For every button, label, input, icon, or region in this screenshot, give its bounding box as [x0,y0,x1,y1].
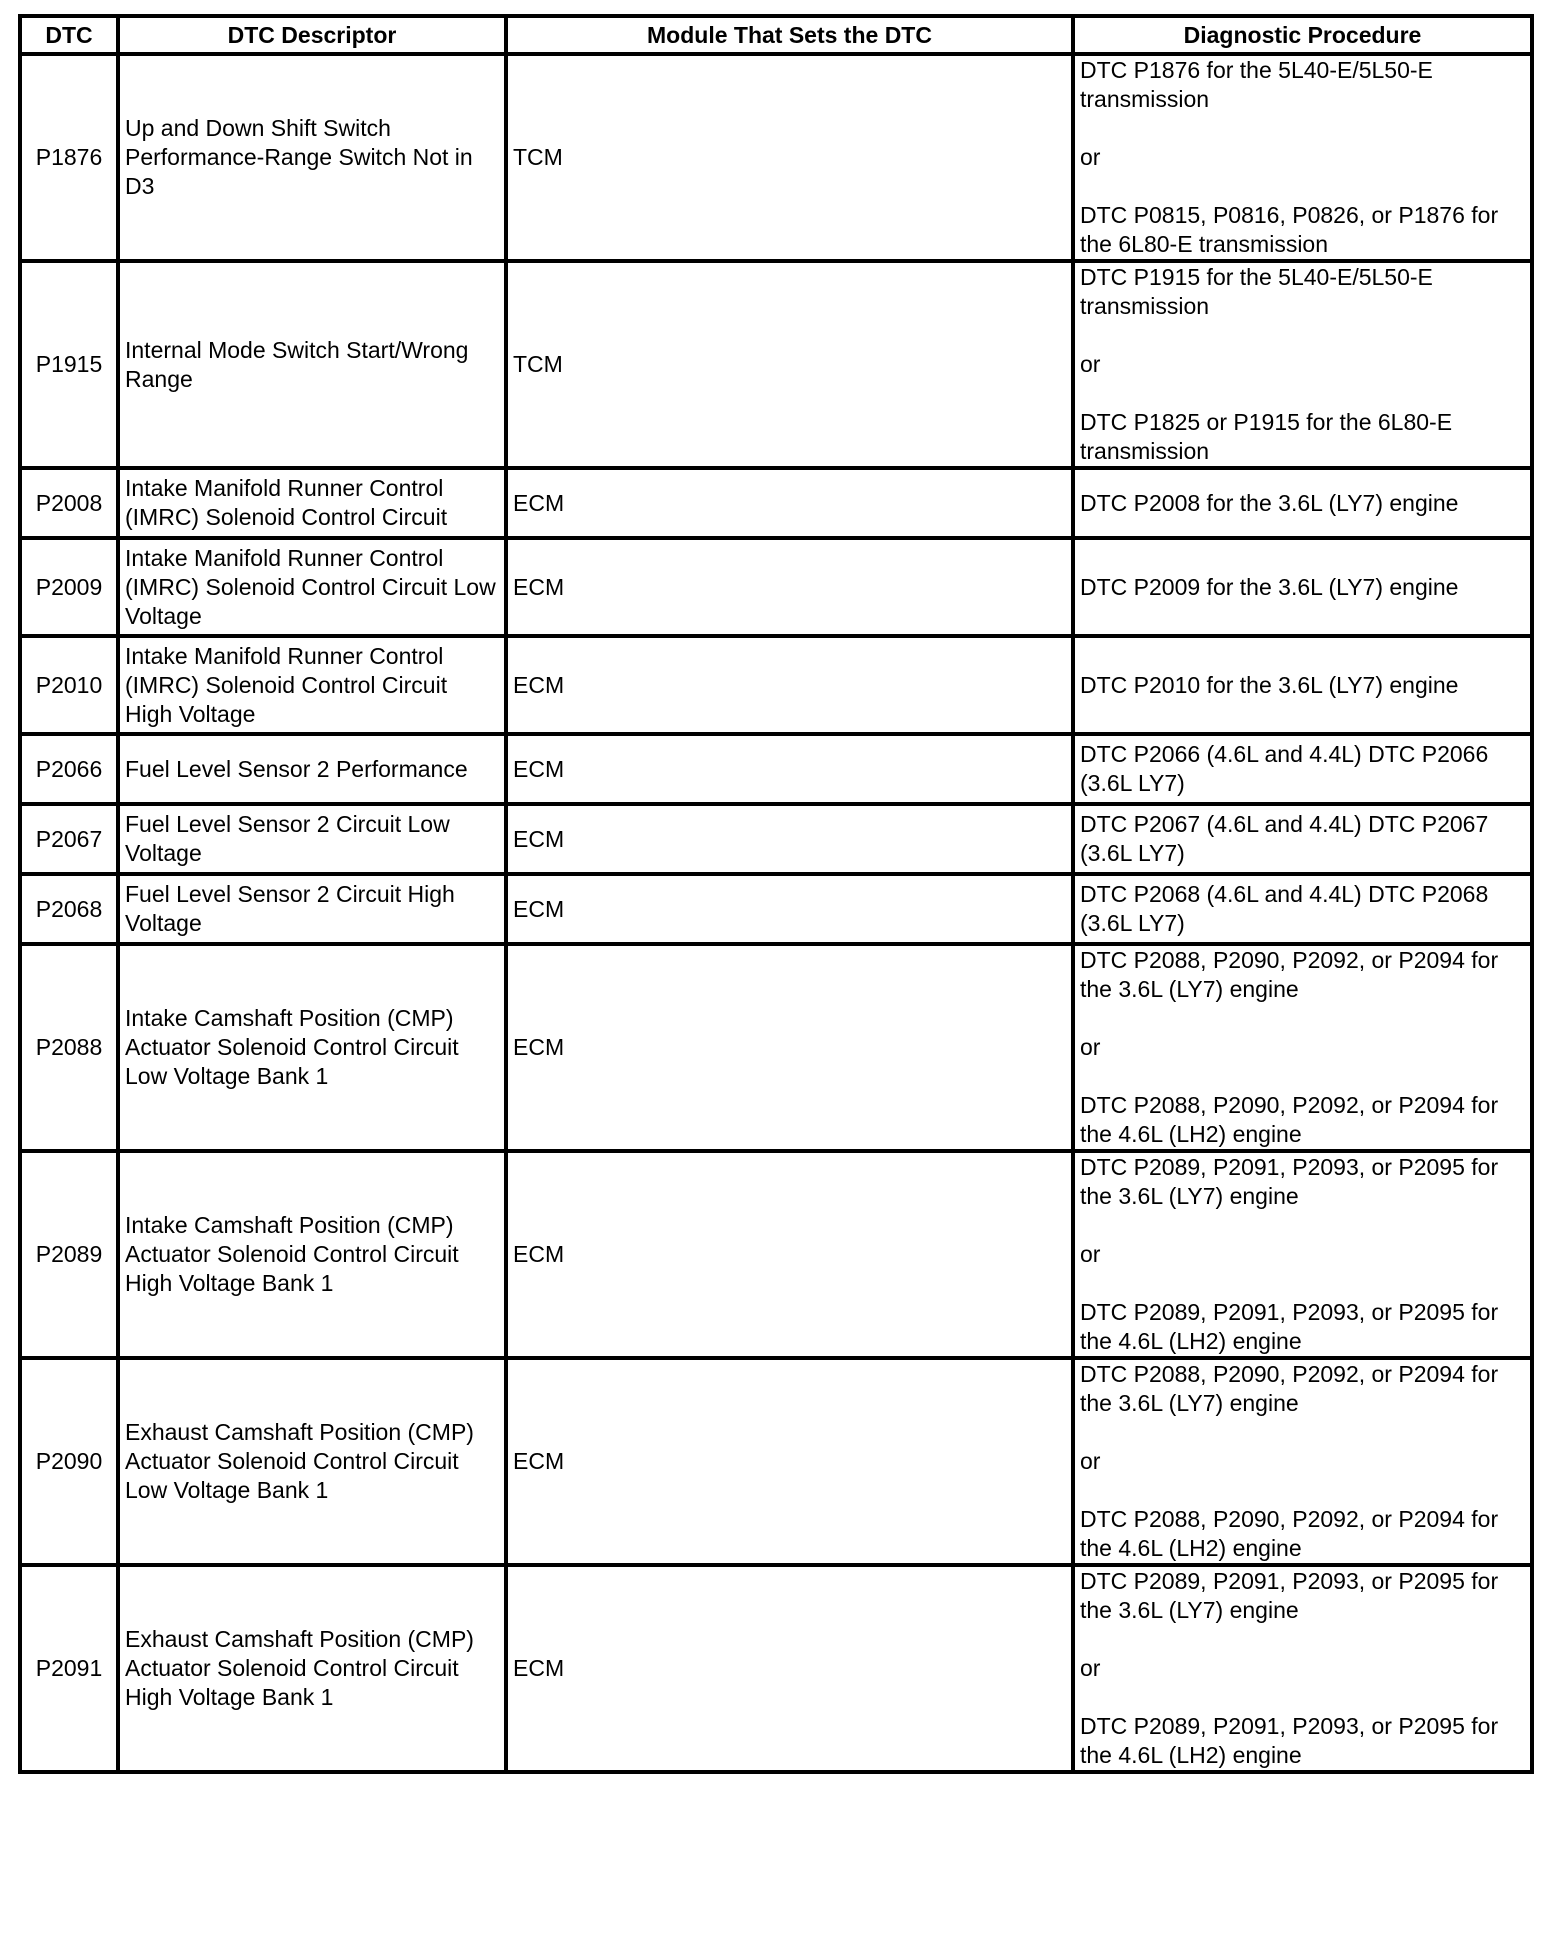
table-row [20,944,1532,1151]
dtc-code: P2088 [20,944,118,1151]
module: ECM [506,538,1073,636]
dtc-descriptor: Exhaust Camshaft Position (CMP) Actuator Solenoid Control Circuit High Voltage Bank 1 [118,1565,506,1772]
procedure-or: or [1080,1448,1101,1474]
dtc-table [18,14,1534,1774]
diagnostic-procedure: DTC P2066 (4.6L and 4.4L) DTC P2066 (3.6L LY7) [1073,734,1532,804]
table-row [20,54,1532,261]
procedure-alternate: DTC P2089, P2091, P2093, or P2095 for the 4.6L (LH2) engine [1080,1299,1499,1354]
dtc-descriptor: Internal Mode Switch Start/Wrong Range [118,261,506,468]
table-row [20,734,1532,804]
header-procedure: Diagnostic Procedure [1073,16,1532,54]
diagnostic-procedure: DTC P2067 (4.6L and 4.4L) DTC P2067 (3.6L LY7) [1073,804,1532,874]
table-row [20,636,1532,734]
dtc-code: P2089 [20,1151,118,1358]
module: ECM [506,636,1073,734]
dtc-descriptor: Intake Manifold Runner Control (IMRC) Solenoid Control Circuit [118,468,506,538]
table-row [20,1565,1532,1772]
dtc-descriptor: Intake Camshaft Position (CMP) Actuator Solenoid Control Circuit High Voltage Bank 1 [118,1151,506,1358]
procedure-alternate: DTC P2089, P2091, P2093, or P2095 for the 4.6L (LH2) engine [1080,1713,1499,1768]
procedure-alternate: DTC P2088, P2090, P2092, or P2094 for the 4.6L (LH2) engine [1080,1092,1499,1147]
module: ECM [506,468,1073,538]
dtc-code: P2009 [20,538,118,636]
table-row [20,468,1532,538]
dtc-code: P1915 [20,261,118,468]
dtc-descriptor: Intake Manifold Runner Control (IMRC) Solenoid Control Circuit High Voltage [118,636,506,734]
dtc-code: P2068 [20,874,118,944]
dtc-descriptor: Intake Camshaft Position (CMP) Actuator Solenoid Control Circuit Low Voltage Bank 1 [118,944,506,1151]
dtc-code: P2066 [20,734,118,804]
diagnostic-procedure [1073,1358,1532,1565]
table-row [20,538,1532,636]
diagnostic-procedure: DTC P2009 for the 3.6L (LY7) engine [1073,538,1532,636]
procedure-primary: DTC P2088, P2090, P2092, or P2094 for the 3.6L (LY7) engine [1080,947,1499,1002]
procedure-alternate: DTC P0815, P0816, P0826, or P1876 for the 6L80-E transmission [1080,202,1499,257]
procedure-primary: DTC P2089, P2091, P2093, or P2095 for the 3.6L (LY7) engine [1080,1568,1499,1623]
header-descriptor: DTC Descriptor [118,16,506,54]
table-row [20,804,1532,874]
table-row [20,1151,1532,1358]
procedure-or: or [1080,144,1101,170]
header-module: Module That Sets the DTC [506,16,1073,54]
procedure-or: or [1080,1241,1101,1267]
module: ECM [506,944,1073,1151]
dtc-descriptor: Up and Down Shift Switch Performance-Range Switch Not in D3 [118,54,506,261]
module: TCM [506,261,1073,468]
dtc-code: P2091 [20,1565,118,1772]
diagnostic-procedure [1073,54,1532,261]
module: ECM [506,734,1073,804]
module: ECM [506,1151,1073,1358]
procedure-primary: DTC P2089, P2091, P2093, or P2095 for the 3.6L (LY7) engine [1080,1154,1499,1209]
module: ECM [506,804,1073,874]
table-row [20,261,1532,468]
diagnostic-procedure [1073,261,1532,468]
dtc-descriptor: Fuel Level Sensor 2 Circuit High Voltage [118,874,506,944]
procedure-alternate: DTC P2088, P2090, P2092, or P2094 for the 4.6L (LH2) engine [1080,1506,1499,1561]
dtc-descriptor: Intake Manifold Runner Control (IMRC) Solenoid Control Circuit Low Voltage [118,538,506,636]
procedure-primary: DTC P2088, P2090, P2092, or P2094 for the 3.6L (LY7) engine [1080,1361,1499,1416]
dtc-descriptor: Exhaust Camshaft Position (CMP) Actuator Solenoid Control Circuit Low Voltage Bank 1 [118,1358,506,1565]
procedure-or: or [1080,1034,1101,1060]
header-dtc: DTC [20,16,118,54]
diagnostic-procedure: DTC P2008 for the 3.6L (LY7) engine [1073,468,1532,538]
header-row [20,16,1532,54]
diagnostic-procedure: DTC P2068 (4.6L and 4.4L) DTC P2068 (3.6L LY7) [1073,874,1532,944]
module: ECM [506,874,1073,944]
diagnostic-procedure [1073,944,1532,1151]
dtc-code: P2010 [20,636,118,734]
procedure-or: or [1080,351,1101,377]
dtc-code: P1876 [20,54,118,261]
dtc-code: P2067 [20,804,118,874]
dtc-descriptor: Fuel Level Sensor 2 Circuit Low Voltage [118,804,506,874]
table-row [20,874,1532,944]
module: ECM [506,1565,1073,1772]
diagnostic-procedure [1073,1565,1532,1772]
module: TCM [506,54,1073,261]
procedure-primary: DTC P1876 for the 5L40-E/5L50-E transmission [1080,57,1433,112]
module: ECM [506,1358,1073,1565]
procedure-primary: DTC P1915 for the 5L40-E/5L50-E transmission [1080,264,1433,319]
dtc-code: P2090 [20,1358,118,1565]
procedure-or: or [1080,1655,1101,1681]
diagnostic-procedure: DTC P2010 for the 3.6L (LY7) engine [1073,636,1532,734]
procedure-alternate: DTC P1825 or P1915 for the 6L80-E transmission [1080,409,1453,464]
diagnostic-procedure [1073,1151,1532,1358]
dtc-code: P2008 [20,468,118,538]
dtc-descriptor: Fuel Level Sensor 2 Performance [118,734,506,804]
table-row [20,1358,1532,1565]
